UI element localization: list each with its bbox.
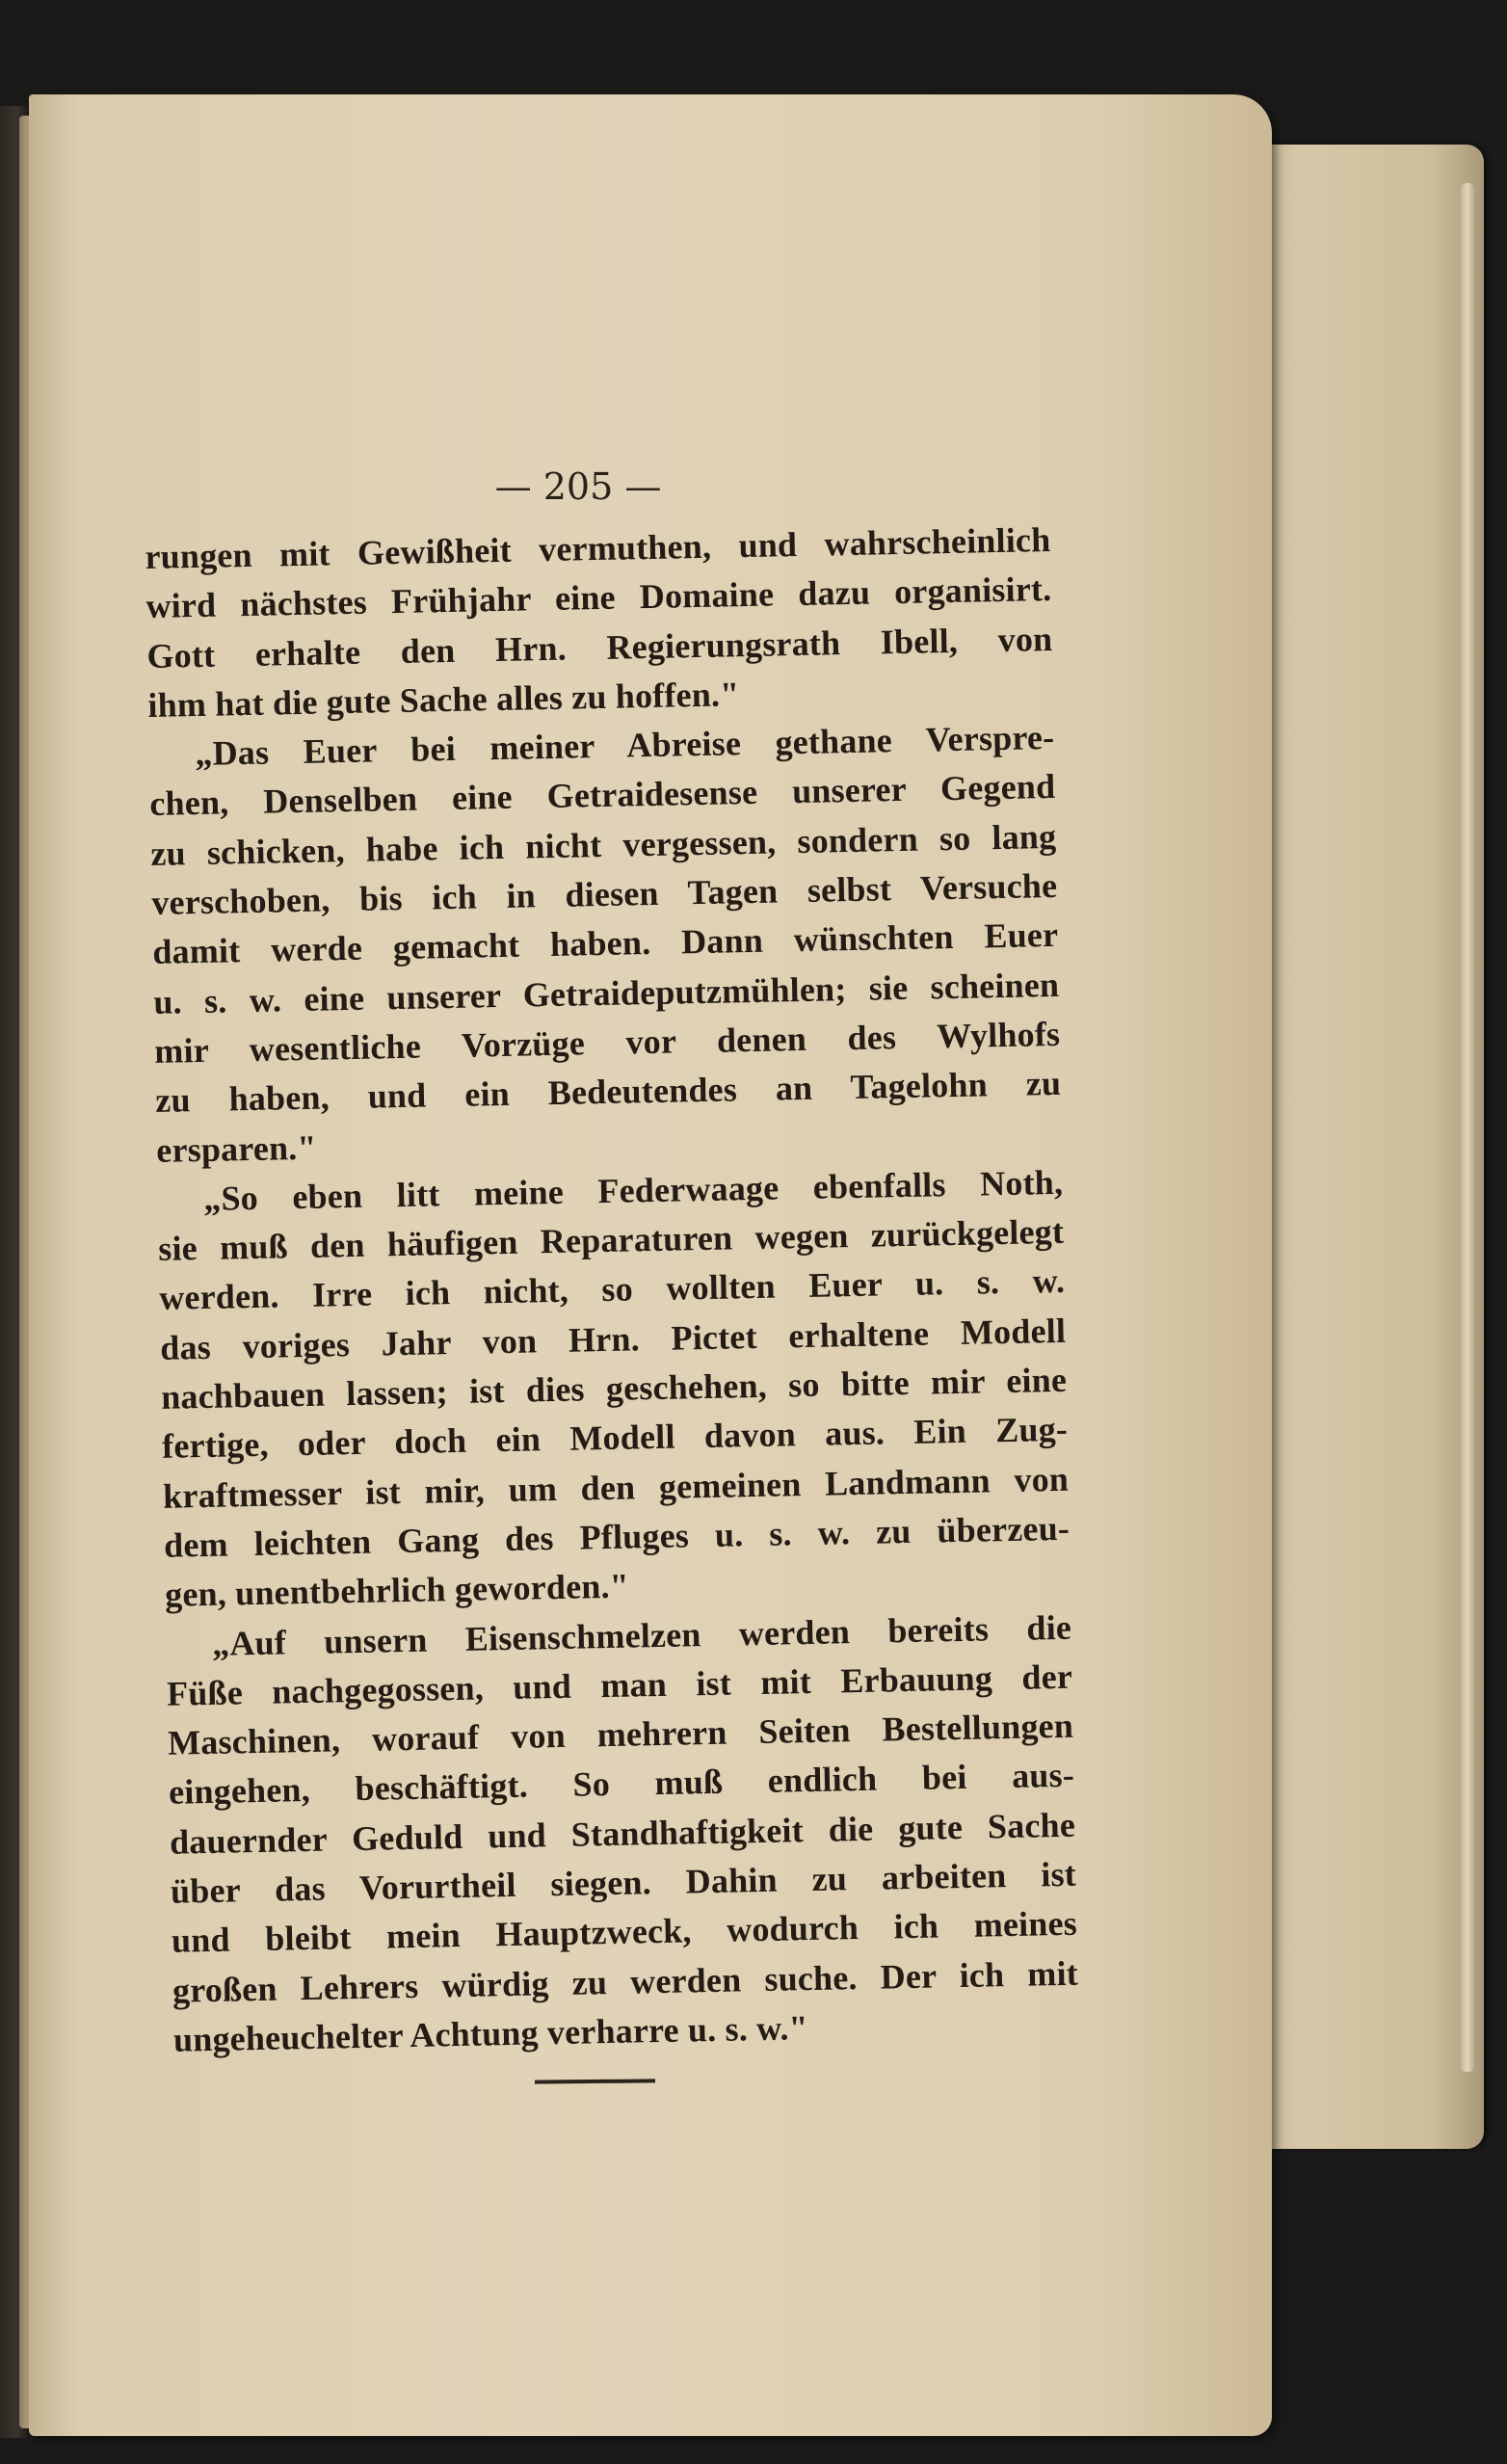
text-line: mir wesentliche Vorzüge vor denen des Wylhofs — [153, 1014, 1061, 1071]
text-line: fertige, oder doch ein Modell davon aus. Ein Zug- — [161, 1410, 1069, 1467]
book-page — [29, 94, 1272, 2436]
text-line: zu haben, und ein Bedeutendes an Tagelohn zu — [154, 1064, 1062, 1121]
text-line: ungeheuchelter Achtung verharre u. s. w." — [172, 2007, 809, 2059]
text-line: verschoben, bis ich in diesen Tagen selbst Versuche — [150, 865, 1058, 923]
text-line: dauernder Geduld und Standhaftigkeit die gute Sache — [169, 1805, 1076, 1862]
page-number: — 205 — — [494, 465, 662, 508]
text-line: eingehen, beschäftigt. So muß endlich bei aus- — [168, 1756, 1075, 1813]
closing-rule — [535, 2079, 655, 2083]
text-line: gen, unentbehrlich geworden." — [164, 1566, 630, 1615]
text-line: nachbauen lassen; ist dies geschehen, so bitte mir eine — [160, 1360, 1068, 1417]
text-line: Gott erhalte den Hrn. Regierungsrath Ibell, von — [146, 619, 1053, 676]
text-line: ersparen." — [155, 1127, 317, 1170]
text-line: wird nächstes Frühjahr eine Domaine dazu organisirt. — [145, 570, 1052, 626]
text-line: dem leichten Gang des Pfluges u. s. w. zu überzeu- — [163, 1508, 1071, 1565]
text-line: und bleibt mein Hauptzweck, wodurch ich meines — [171, 1904, 1078, 1961]
text-line: kraftmesser ist mir, um den gemeinen Landmann von — [162, 1459, 1070, 1516]
text-line: das voriges Jahr von Hrn. Pictet erhaltene Modell — [159, 1311, 1067, 1367]
text-line: damit werde gemacht haben. Dann wünschten Euer — [151, 915, 1059, 972]
text-line: „Auf unsern Eisenschmelzen werden bereits die — [211, 1607, 1072, 1663]
text-line: sie muß den häufigen Reparaturen wegen zurückgelegt — [157, 1211, 1065, 1269]
text-line: rungen mit Gewißheit vermuthen, und wahrscheinlich — [145, 519, 1051, 576]
text-line: werden. Irre ich nicht, so wollten Euer u. s. w. — [158, 1261, 1066, 1318]
text-line: Füße nachgegossen, und man ist mit Erbauung der — [166, 1656, 1073, 1713]
text-line: chen, Denselben eine Getraidesense unserer Gegend — [149, 767, 1056, 824]
text-line: Maschinen, worauf von mehrern Seiten Bestellungen — [167, 1706, 1074, 1762]
text-line: „So eben litt meine Federwaage ebenfalls Noth, — [202, 1162, 1064, 1218]
text-line: großen Lehrers würdig zu werden suche. Der ich mit — [172, 1953, 1079, 2010]
text-line: u. s. w. eine unserer Getraideputzmühlen; sie scheinen — [152, 965, 1060, 1021]
text-block — [145, 516, 1079, 2065]
text-line: über das Vorurtheil siegen. Dahin zu arbeiten ist — [170, 1854, 1077, 1911]
text-line: ihm hat die gute Sache alles zu hoffen." — [147, 675, 740, 725]
text-line: „Das Euer bei meiner Abreise gethane Verspre- — [195, 718, 1055, 774]
text-line: zu schicken, habe ich nicht vergessen, sondern so lang — [150, 816, 1057, 873]
